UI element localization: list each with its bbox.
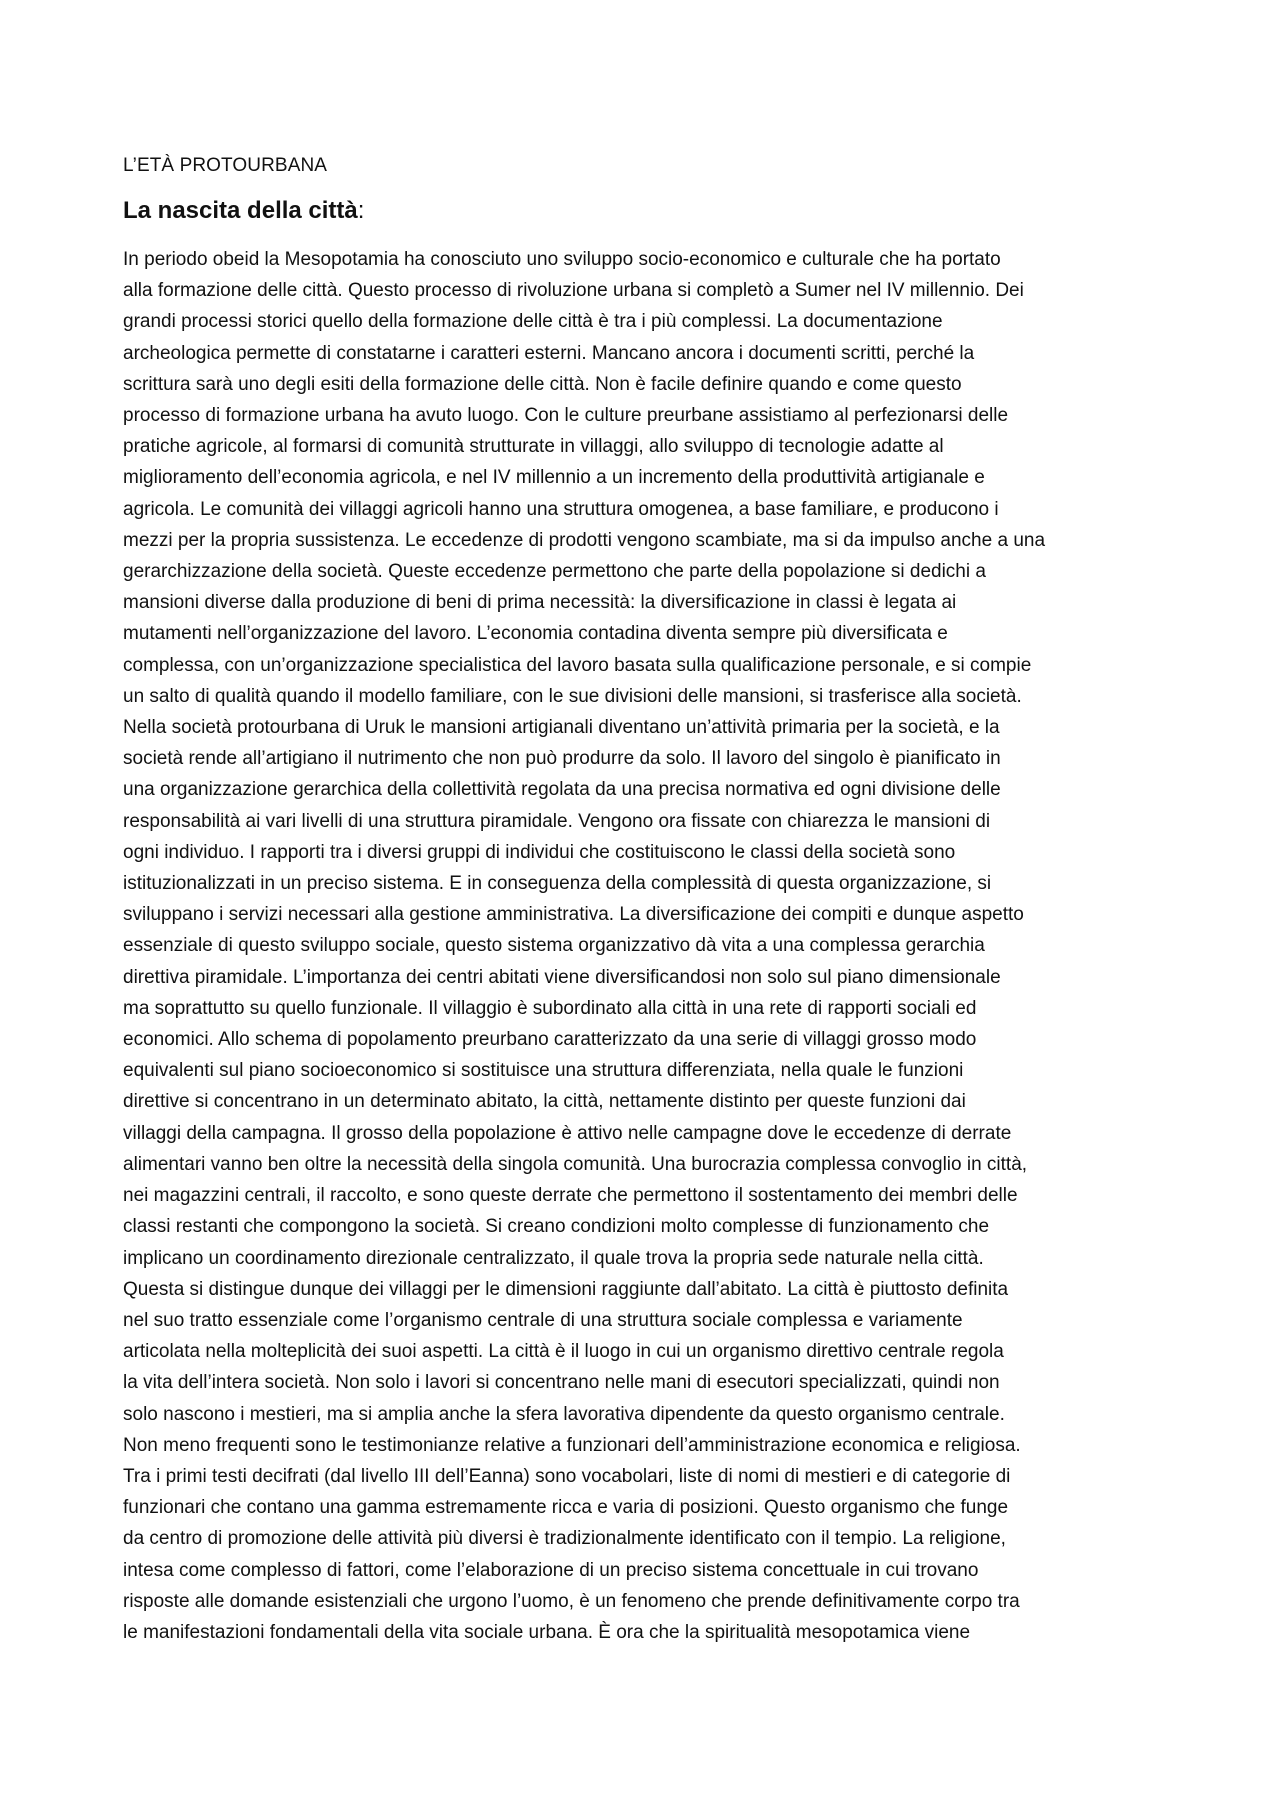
paragraph-line: scrittura sarà uno degli esiti della formazione delle città. Non è facile definire quando e come questo (123, 373, 962, 395)
paragraph-line: mezzi per la propria sussistenza. Le eccedenze di prodotti vengono scambiate, ma si da impulso anche a una (123, 529, 1046, 551)
paragraph-line: intesa come complesso di fattori, come l’elaborazione di un preciso sistema concettuale in cui trovano (123, 1559, 979, 1581)
paragraph-line: la vita dell’intera società. Non solo i lavori si concentrano nelle mani di esecutori specializzati, quindi non (123, 1372, 1000, 1394)
paragraph-line: solo nascono i mestieri, ma si amplia anche la sfera lavorativa dipendente da questo organismo centrale. (123, 1403, 1005, 1425)
paragraph-line: un salto di qualità quando il modello familiare, con le sue divisioni delle mansioni, si trasferisce alla società. (123, 685, 1022, 707)
paragraph-line: gerarchizzazione della società. Queste eccedenze permettono che parte della popolazione si dedichi a (123, 561, 986, 583)
paragraph-line: una organizzazione gerarchica della collettività regolata da una precisa normativa ed ogni divisione delle (123, 779, 1001, 801)
paragraph-line: agricola. Le comunità dei villaggi agricoli hanno una struttura omogenea, a base familiare, e producono i (123, 498, 999, 520)
paragraph-line: articolata nella molteplicità dei suoi aspetti. La città è il luogo in cui un organismo direttivo centrale regola (123, 1341, 1004, 1363)
paragraph-line: alla formazione delle città. Questo processo di rivoluzione urbana si completò a Sumer nel IV millennio. Dei (123, 280, 1024, 302)
paragraph-line: responsabilità ai vari livelli di una struttura piramidale. Vengono ora fissate con chiarezza le mansioni di (123, 810, 991, 832)
paragraph-line: villaggi della campagna. Il grosso della popolazione è attivo nelle campagne dove le eccedenze di derrate (123, 1122, 1012, 1144)
paragraph-line: da centro di promozione delle attività più diversi è tradizionalmente identificato con il tempio. La religione, (123, 1528, 1006, 1550)
paragraph-line: ma soprattutto su quello funzionale. Il villaggio è subordinato alla città in una rete di rapporti sociali ed (123, 997, 977, 1019)
paragraph-line: Non meno frequenti sono le testimonianze relative a funzionari dell’amministrazione economica e religiosa. (123, 1434, 1021, 1456)
paragraph-line: società rende all’artigiano il nutrimento che non può produrre da solo. Il lavoro del singolo è pianificato in (123, 748, 1001, 770)
section-kicker: L’ETÀ PROTOURBANA (123, 155, 328, 176)
paragraph-line: mutamenti nell’organizzazione del lavoro. L’economia contadina diventa sempre più diversificata e (123, 623, 948, 645)
paragraph-line: equivalenti sul piano socioeconomico si sostituisce una struttura differenziata, nella quale le funzioni (123, 1060, 964, 1082)
paragraph-line: pratiche agricole, al formarsi di comunità strutturate in villaggi, allo sviluppo di tecnologie adatte al (123, 436, 944, 458)
paragraph-line: sviluppano i servizi necessari alla gestione amministrativa. La diversificazione dei compiti e dunque aspetto (123, 904, 1024, 926)
paragraph-line: alimentari vanno ben oltre la necessità della singola comunità. Una burocrazia complessa convoglio in città, (123, 1153, 1028, 1175)
paragraph-line: mansioni diverse dalla produzione di beni di prima necessità: la diversificazione in classi è legata ai (123, 592, 957, 614)
paragraph-line: ogni individuo. I rapporti tra i diversi gruppi di individui che costituiscono le classi della società sono (123, 841, 956, 863)
paragraph-line: le manifestazioni fondamentali della vita sociale urbana. È ora che la spiritualità mesopotamica viene (123, 1621, 971, 1643)
body-paragraph (123, 244, 1169, 1648)
paragraph-line: processo di formazione urbana ha avuto luogo. Con le culture preurbane assistiamo al perfezionarsi delle (123, 405, 1009, 427)
paragraph-line: direttive si concentrano in un determinato abitato, la città, nettamente distinto per queste funzioni dai (123, 1091, 966, 1113)
paragraph-line: economici. Allo schema di popolamento preurbano caratterizzato da una serie di villaggi grosso modo (123, 1029, 977, 1051)
paragraph-line: risposte alle domande esistenziali che urgono l’uomo, è un fenomeno che prende definitivamente corpo tra (123, 1590, 1020, 1612)
paragraph-line: archeologica permette di constatarne i caratteri esterni. Mancano ancora i documenti scritti, perché la (123, 342, 975, 364)
document-content (123, 152, 1169, 1648)
paragraph-line: nel suo tratto essenziale come l’organismo centrale di una struttura sociale complessa e variamente (123, 1309, 963, 1331)
paragraph-line: nei magazzini centrali, il raccolto, e sono queste derrate che permettono il sostentamento dei membri delle (123, 1185, 1018, 1207)
page-title (123, 194, 1169, 228)
paragraph-line: In periodo obeid la Mesopotamia ha conosciuto uno sviluppo socio-economico e culturale che ha portato (123, 249, 1001, 270)
page-title-text: La nascita della città (123, 197, 358, 224)
paragraph-line: funzionari che contano una gamma estremamente ricca e varia di posizioni. Questo organismo che funge (123, 1497, 1009, 1519)
paragraph-line: Questa si distingue dunque dei villaggi per le dimensioni raggiunte dall’abitato. La città è piuttosto definita (123, 1278, 1009, 1300)
paragraph-line: istituzionalizzati in un preciso sistema. E in conseguenza della complessità di questa organizzazione, si (123, 873, 992, 895)
paragraph-line: miglioramento dell’economia agricola, e nel IV millennio a un incremento della produttività artigianale e (123, 467, 985, 489)
paragraph-line: direttiva piramidale. L’importanza dei centri abitati viene diversificandosi non solo sul piano dimensionale (123, 966, 1001, 988)
paragraph-line: essenziale di questo sviluppo sociale, questo sistema organizzativo dà vita a una complessa gerarchia (123, 935, 985, 957)
paragraph-line: grandi processi storici quello della formazione delle città è tra i più complessi. La documentazione (123, 311, 943, 333)
paragraph-line: Tra i primi testi decifrati (dal livello III dell’Eanna) sono vocabolari, liste di nomi di mestieri e di categorie di (123, 1465, 1011, 1487)
paragraph-line: Nella società protourbana di Uruk le mansioni artigianali diventano un’attività primaria per la società, e la (123, 717, 1000, 739)
paragraph-line: implicano un coordinamento direzionale centralizzato, il quale trova la propria sede naturale nella città. (123, 1247, 984, 1269)
page-title-colon: : (357, 197, 365, 224)
paragraph-line: complessa, con un’organizzazione specialistica del lavoro basata sulla qualificazione personale, e si compie (123, 654, 1032, 676)
paragraph-line: classi restanti che compongono la società. Si creano condizioni molto complesse di funzionamento che (123, 1216, 990, 1238)
